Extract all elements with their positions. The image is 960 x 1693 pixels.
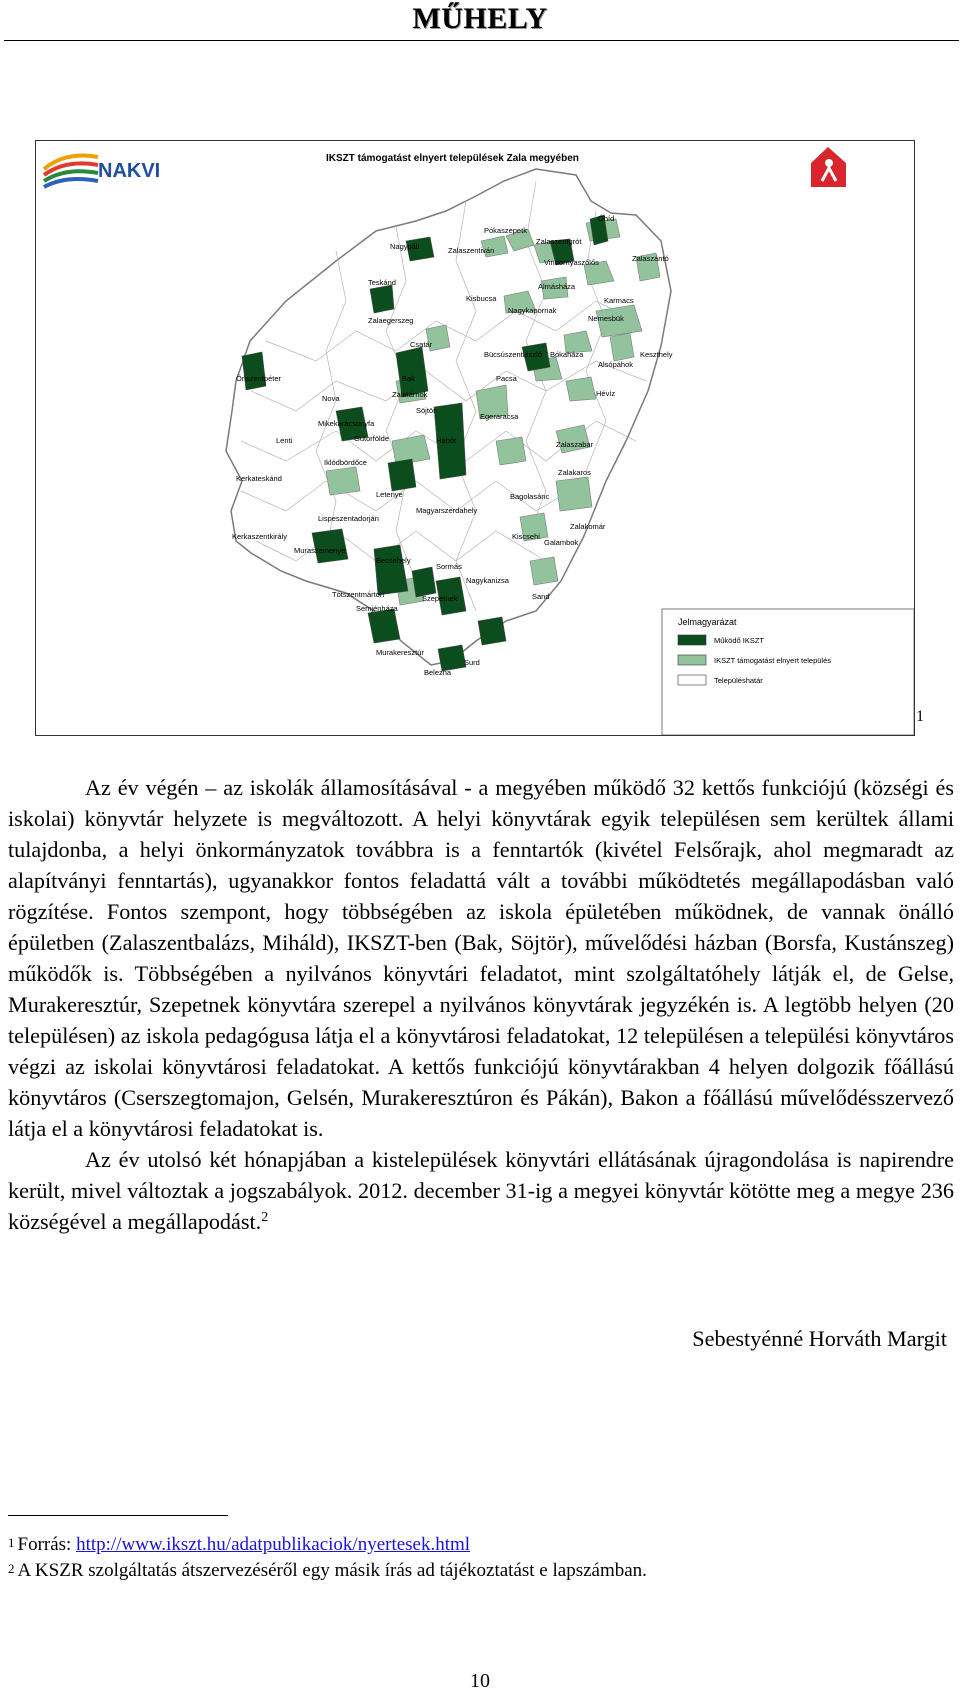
place-label: Muraszemenye xyxy=(294,546,346,555)
place-label: Surd xyxy=(464,658,480,667)
paragraph-2-footnote-ref: 2 xyxy=(261,1210,269,1225)
source-link[interactable]: http://www.ikszt.hu/adatpublikaciok/nyertesek.html xyxy=(76,1534,471,1555)
place-label: Kiscsehi xyxy=(512,532,540,541)
place-label: Söjtör xyxy=(416,406,436,415)
place-label: Zalatárnok xyxy=(392,390,428,399)
place-label: Lispeszentadorján xyxy=(318,514,379,523)
footnote-2 xyxy=(8,1558,948,1584)
place-label: Kerkateskánd xyxy=(236,474,282,483)
legend-label-boundary: Településhatár xyxy=(714,676,763,685)
place-label: Magyarszerdahely xyxy=(416,506,478,515)
place-label: Karmacs xyxy=(604,296,634,305)
place-label: Óhíd xyxy=(598,214,615,223)
place-label: Hahót xyxy=(436,436,457,445)
map-figure xyxy=(35,140,915,736)
place-label: Keszthely xyxy=(640,350,673,359)
page-header-title: MŰHELY xyxy=(412,2,548,35)
place-label: Pókaszepetk xyxy=(484,226,527,235)
footnotes xyxy=(8,1532,948,1584)
place-label: Zalaszentgrót xyxy=(536,237,582,246)
legend-swatch-boundary xyxy=(678,675,706,685)
article-body xyxy=(8,772,954,1237)
paragraph-2 xyxy=(8,1144,954,1237)
place-label: Nova xyxy=(322,394,340,403)
place-label: Zalakaros xyxy=(558,468,591,477)
place-label: Belezna xyxy=(424,668,452,677)
place-label: Mikekarácsonyfa xyxy=(318,419,375,428)
footnote-divider xyxy=(8,1515,228,1516)
place-label: Nagykapornak xyxy=(508,306,557,315)
footnote-number: 2 xyxy=(8,1561,15,1576)
header-divider xyxy=(4,40,959,41)
author-signature: Sebestyénné Horváth Margit xyxy=(692,1326,947,1351)
place-label: Hévíz xyxy=(596,389,616,398)
place-label: Almásháza xyxy=(538,282,576,291)
page-number: 10 xyxy=(470,1670,490,1692)
place-label: Tótszentmárton xyxy=(332,590,385,599)
place-label: Letenye xyxy=(376,490,403,499)
place-label: Kisbucsa xyxy=(466,294,497,303)
place-label: Nemesbük xyxy=(588,314,624,323)
place-label: Gutorfölde xyxy=(354,434,390,443)
footnote-text: A KSZR szolgáltatás átszervezéséről egy másik írás ad tájékoztatást e lapszámban. xyxy=(17,1560,647,1581)
ikszt-logo-icon xyxy=(808,145,848,187)
place-label: Alsópáhok xyxy=(598,360,634,369)
legend-label-awarded: IKSZT támogatást elnyert település xyxy=(714,656,832,665)
place-label: Sormás xyxy=(436,562,462,571)
place-label: Egeraracsa xyxy=(480,412,519,421)
place-label: Nagypáli xyxy=(390,242,420,251)
place-label: Kerkaszentkirály xyxy=(232,532,288,541)
figure-footnote-ref: 1 xyxy=(916,708,924,725)
legend-swatch-awarded xyxy=(678,655,706,665)
footnote-prefix: Forrás: xyxy=(17,1534,77,1555)
place-label: Iklódbördőce xyxy=(324,458,367,467)
legend-label-working: Működő IKSZT xyxy=(714,636,765,645)
place-label: Lenti xyxy=(276,436,293,445)
paragraph-2-text: Az év utolsó két hónapjában a kistelepülések könyvtári ellátásának újragondolása is napirendre került, mivel változtak a jogszabályok. 2012. december 31-ig a megyei könyvtár kötötte meg a megye 236 községével a megállapodást. xyxy=(8,1147,954,1234)
place-label: Bücsúszentlászló xyxy=(484,350,542,359)
place-label: Becsehely xyxy=(376,556,411,565)
place-label: Bókaháza xyxy=(550,350,584,359)
place-label: Bagolasánc xyxy=(510,492,550,501)
county-map xyxy=(36,141,914,735)
logo-text: NAKVI xyxy=(98,160,161,182)
place-label: Galambok xyxy=(544,538,579,547)
map-title: IKSZT támogatást elnyert települések Zala megyében xyxy=(326,153,579,164)
map-legend xyxy=(662,609,914,735)
place-label: Szepetnek xyxy=(422,594,458,603)
place-label: Csatár xyxy=(410,340,433,349)
legend-swatch-working xyxy=(678,635,706,645)
place-label: Zalaszabar xyxy=(556,440,594,449)
place-label: Vindornyaszőlős xyxy=(544,258,599,267)
place-label: Nagykanizsa xyxy=(466,576,509,585)
footnote-number: 1 xyxy=(8,1535,15,1550)
place-label: Zalakomár xyxy=(570,522,606,531)
place-label: Sand xyxy=(532,592,550,601)
place-label: Zalaszentiván xyxy=(448,246,495,255)
place-label: Bak xyxy=(402,374,415,383)
place-label: Őriszentpéter xyxy=(236,374,282,383)
place-label: Zalaegerszeg xyxy=(368,316,414,325)
place-label: Zalaszántó xyxy=(632,254,669,263)
nakvi-logo xyxy=(44,156,160,188)
legend-title: Jelmagyarázat xyxy=(678,617,737,627)
place-label: Murakeresztúr xyxy=(376,648,424,657)
place-label: Semjénháza xyxy=(356,604,398,613)
footnote-1 xyxy=(8,1532,948,1558)
place-label: Teskánd xyxy=(368,278,396,287)
paragraph-1: Az év végén – az iskolák államosításával - a megyében működő 32 kettős funkciójú (községi és iskolai) könyvtár helyzete is megváltozott. A helyi könyvtárak egyik településen sem kerültek állami tulajdonba, a helyi önkormányzatok továbbra is a fenntartók (kivétel Felsőrajk, ahol megmaradt az alapítványi fenntartás), ugyanakkor fontos feladattá vált a további működtetés megállapodásban való rögzítése. Fontos szempont, hogy többségében az iskola épületében működnek, de vannak önálló épületben (Zalaszentbalázs, Miháld), IKSZT-ben (Bak, Söjtör), művelődési házban (Borsfa, Kustánszeg) működők is. Többségében a nyilvános könyvtári feladatot, mint szolgáltatóhely látják el, de Gelse, Murakeresztúr, Szepetnek könyvtára szerepel a nyilvános könyvtárak jegyzékén is. A legtöbb helyen (20 településen) az iskola pedagógusa látja el a könyvtárosi feladatokat, 12 településen a települési könyvtáros végzi az iskolai könyvtárosi feladatokat. A kettős funkciójú könyvtárakban 4 helyen dolgozik főállású könyvtáros (Cserszegtomajon, Gelsén, Murakeresztúron és Pákán), Bakon a főállású művelődésszervező látja el a könyvtárosi feladatokat is. xyxy=(8,775,954,1141)
place-label: Pacsa xyxy=(496,374,517,383)
